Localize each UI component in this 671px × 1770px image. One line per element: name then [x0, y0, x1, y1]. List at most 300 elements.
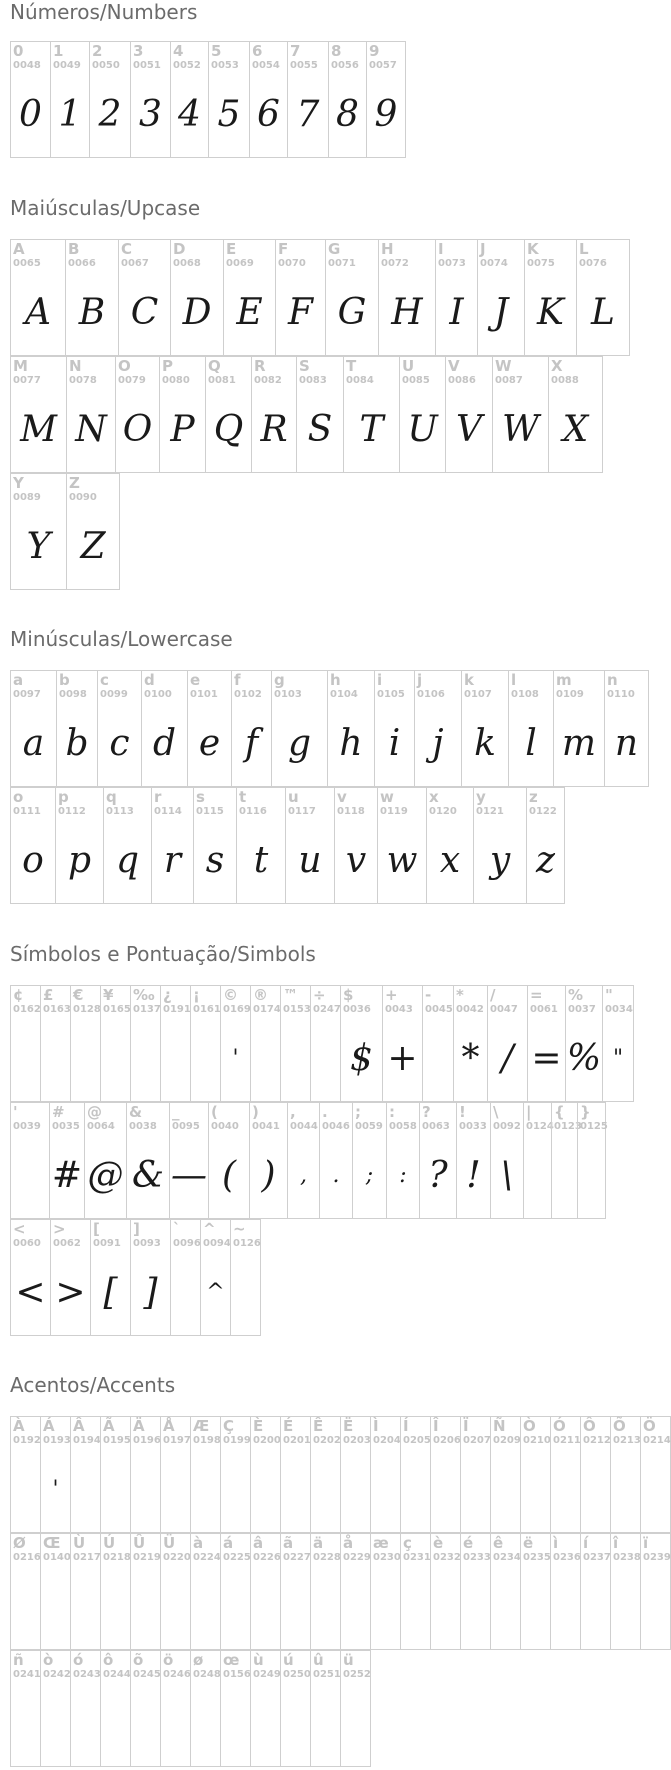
glyph-character: Ñ	[493, 1417, 506, 1435]
glyph-character: |	[526, 1103, 532, 1121]
glyph-sample: Y	[26, 526, 51, 567]
glyph-sample	[281, 1024, 310, 1094]
glyph-cell	[10, 1650, 41, 1767]
glyph-cell	[435, 239, 478, 356]
glyph-cell	[49, 1102, 85, 1219]
glyph-sample	[221, 1572, 250, 1642]
glyph-cell	[430, 1416, 461, 1533]
glyph-character: G	[328, 240, 341, 258]
glyph-character: V	[448, 357, 460, 375]
glyph-code: 0041	[252, 1121, 280, 1132]
glyph-cell	[460, 1416, 491, 1533]
glyph-sample	[611, 1455, 640, 1525]
glyph-code: 0245	[133, 1669, 161, 1680]
glyph-code: 0072	[381, 258, 409, 269]
glyph-sample	[251, 1689, 280, 1759]
glyph-sample	[101, 1689, 130, 1759]
glyph-code: 0236	[553, 1552, 581, 1563]
glyph-sample: t	[253, 840, 269, 881]
glyph-cell	[10, 1533, 41, 1650]
glyph-cell	[366, 41, 406, 158]
glyph-code: 0039	[13, 1121, 41, 1132]
glyph-cell	[250, 985, 281, 1102]
section-title: Maiúsculas/Upcase	[10, 196, 201, 220]
glyph-character: õ	[133, 1651, 144, 1669]
glyph-character: ù	[253, 1651, 264, 1669]
glyph-cell	[319, 1102, 353, 1219]
glyph-cell	[55, 787, 104, 904]
glyph-character: 9	[369, 42, 380, 60]
glyph-cell	[310, 985, 341, 1102]
glyph-code: 0233	[463, 1552, 491, 1563]
glyph-code: 0102	[234, 689, 262, 700]
glyph-sample	[11, 1024, 40, 1094]
glyph-sample: :	[399, 1163, 407, 1188]
glyph-character: Ì	[373, 1417, 379, 1435]
glyph-cell	[100, 1650, 131, 1767]
glyph-cell	[10, 41, 51, 158]
glyph-character: ä	[313, 1534, 324, 1552]
glyph-code: 0084	[346, 375, 374, 386]
glyph-code: 0156	[223, 1669, 251, 1680]
glyph-row	[10, 1416, 670, 1533]
glyph-sample: u	[298, 840, 322, 881]
glyph-character: Ú	[103, 1534, 116, 1552]
glyph-code: 0064	[87, 1121, 115, 1132]
glyph-sample	[581, 1572, 610, 1642]
glyph-code: 0207	[463, 1435, 491, 1446]
glyph-code: 0033	[459, 1121, 487, 1132]
glyph-character: ô	[103, 1651, 114, 1669]
glyph-cell	[340, 985, 383, 1102]
section-title: Acentos/Accents	[10, 1373, 176, 1397]
glyph-sample: 6	[257, 94, 280, 135]
glyph-code: 0230	[373, 1552, 401, 1563]
glyph-code: 0202	[313, 1435, 341, 1446]
glyph-sample	[161, 1024, 190, 1094]
glyph-character: E	[226, 240, 237, 258]
section-title: Números/Numbers	[10, 0, 198, 24]
glyph-code: 0206	[433, 1435, 461, 1446]
glyph-code: 0228	[313, 1552, 341, 1563]
glyph-sample: V	[456, 409, 482, 450]
glyph-sample: 0	[19, 94, 42, 135]
glyph-cell	[287, 41, 329, 158]
glyph-character: æ	[373, 1534, 389, 1552]
glyph-code: 0051	[133, 60, 161, 71]
glyph-cell	[236, 787, 286, 904]
glyph-sample: T	[359, 409, 384, 450]
glyph-sample	[401, 1572, 430, 1642]
glyph-sample: O	[122, 409, 153, 450]
glyph-character: Ò	[523, 1417, 536, 1435]
glyph-cell	[577, 1102, 606, 1219]
glyph-character: B	[68, 240, 80, 258]
glyph-character: i	[377, 671, 383, 689]
glyph-sample	[552, 1141, 577, 1211]
glyph-sample: >	[55, 1272, 86, 1313]
glyph-character: o	[13, 788, 24, 806]
glyph-code: 0225	[223, 1552, 251, 1563]
glyph-sample	[401, 1455, 430, 1525]
glyph-sample: —	[171, 1155, 207, 1196]
glyph-cell	[523, 1102, 552, 1219]
glyph-sample: z	[536, 840, 555, 881]
glyph-character: ?	[422, 1103, 431, 1121]
glyph-cell	[126, 1102, 170, 1219]
glyph-sample	[521, 1572, 550, 1642]
glyph-row	[10, 1219, 260, 1336]
glyph-cell	[426, 787, 474, 904]
glyph-code: 0066	[68, 258, 96, 269]
glyph-row	[10, 1533, 670, 1650]
glyph-code: 0231	[403, 1552, 431, 1563]
glyph-code: 0211	[553, 1435, 581, 1446]
glyph-character: Ö	[643, 1417, 656, 1435]
glyph-code: 0098	[59, 689, 87, 700]
glyph-code: 0201	[283, 1435, 311, 1446]
glyph-cell	[40, 985, 71, 1102]
glyph-cell	[287, 1102, 320, 1219]
glyph-sample: )	[261, 1155, 276, 1196]
glyph-cell	[100, 1416, 131, 1533]
glyph-code: 0086	[448, 375, 476, 386]
glyph-cell	[84, 1102, 127, 1219]
glyph-code: 0242	[43, 1669, 71, 1680]
glyph-code: 0061	[530, 1004, 558, 1015]
glyph-cell	[190, 985, 221, 1102]
glyph-cell	[208, 41, 250, 158]
glyph-sample: x	[439, 840, 461, 881]
glyph-cell	[378, 239, 436, 356]
glyph-cell	[520, 1533, 551, 1650]
glyph-cell	[66, 356, 116, 473]
glyph-character: û	[313, 1651, 324, 1669]
glyph-code: 0063	[422, 1121, 450, 1132]
glyph-cell	[400, 1416, 431, 1533]
glyph-code: 0101	[190, 689, 218, 700]
glyph-cell	[10, 1416, 41, 1533]
glyph-cell	[340, 1416, 371, 1533]
glyph-sample	[371, 1455, 400, 1525]
glyph-cell	[460, 1533, 491, 1650]
glyph-character: =	[530, 986, 543, 1004]
glyph-character: ¥	[103, 986, 114, 1004]
glyph-character: 8	[331, 42, 342, 60]
glyph-cell	[170, 1219, 201, 1336]
glyph-character: z	[529, 788, 538, 806]
glyph-cell	[565, 985, 603, 1102]
glyph-code: 0052	[173, 60, 201, 71]
glyph-cell	[160, 985, 191, 1102]
glyph-code: 0162	[13, 1004, 41, 1015]
glyph-sample	[251, 1455, 280, 1525]
glyph-code: 0099	[100, 689, 128, 700]
glyph-sample	[191, 1024, 220, 1094]
glyph-character: ç	[403, 1534, 412, 1552]
glyph-character: ]	[133, 1220, 140, 1238]
glyph-character: à	[193, 1534, 204, 1552]
glyph-character: Í	[403, 1417, 409, 1435]
glyph-sample: +	[387, 1038, 418, 1079]
glyph-character: J	[480, 240, 486, 258]
glyph-cell	[553, 670, 605, 787]
glyph-character: <	[13, 1220, 26, 1238]
glyph-cell	[115, 356, 160, 473]
glyph-code: 0049	[53, 60, 81, 71]
glyph-character: è	[433, 1534, 444, 1552]
glyph-cell	[56, 670, 98, 787]
glyph-code: 0118	[337, 806, 365, 817]
glyph-character: L	[579, 240, 589, 258]
glyph-cell	[190, 1416, 221, 1533]
glyph-cell	[461, 670, 509, 787]
glyph-row	[10, 239, 629, 356]
glyph-code: 0104	[330, 689, 358, 700]
glyph-cell	[453, 985, 488, 1102]
glyph-sample: \	[500, 1155, 514, 1196]
glyph-cell	[576, 239, 630, 356]
glyph-sample: p	[67, 840, 92, 881]
glyph-cell	[151, 787, 194, 904]
glyph-sample: ,	[300, 1163, 307, 1188]
glyph-cell	[340, 1650, 371, 1767]
glyph-row	[10, 356, 602, 473]
glyph-sample	[11, 1455, 40, 1525]
glyph-code: 0247	[313, 1004, 341, 1015]
glyph-character: £	[43, 986, 54, 1004]
glyph-character: ø	[193, 1651, 204, 1669]
glyph-code: 0234	[493, 1552, 521, 1563]
glyph-sample	[281, 1572, 310, 1642]
glyph-code: 0071	[328, 258, 356, 269]
glyph-cell	[352, 1102, 387, 1219]
glyph-cell	[456, 1102, 491, 1219]
glyph-cell	[97, 670, 142, 787]
glyph-character: b	[59, 671, 70, 689]
glyph-sample	[641, 1455, 670, 1525]
glyph-sample: 8	[336, 94, 359, 135]
glyph-code: 0124	[526, 1121, 554, 1132]
glyph-character: A	[13, 240, 25, 258]
glyph-code: 0076	[579, 258, 607, 269]
glyph-character: 3	[133, 42, 144, 60]
glyph-character: Y	[13, 474, 24, 492]
glyph-sample: c	[109, 723, 130, 764]
glyph-sample	[161, 1455, 190, 1525]
glyph-character: d	[144, 671, 155, 689]
glyph-cell	[50, 41, 90, 158]
glyph-character: â	[253, 1534, 264, 1552]
glyph-character: /	[490, 986, 496, 1004]
glyph-cell	[250, 1650, 281, 1767]
glyph-sample	[171, 1258, 200, 1328]
glyph-character: &	[129, 1103, 143, 1121]
glyph-character: Ä	[133, 1417, 145, 1435]
glyph-code: 0079	[118, 375, 146, 386]
glyph-character: e	[190, 671, 201, 689]
glyph-cell	[89, 41, 131, 158]
glyph-code: 0128	[73, 1004, 101, 1015]
glyph-sample	[41, 1024, 70, 1094]
glyph-sample: E	[236, 292, 263, 333]
glyph-cell	[492, 356, 549, 473]
glyph-character: X	[551, 357, 563, 375]
glyph-character: f	[234, 671, 241, 689]
glyph-character: Ê	[313, 1417, 324, 1435]
glyph-code: 0091	[93, 1238, 121, 1249]
glyph-character: v	[337, 788, 347, 806]
glyph-code: 0244	[103, 1669, 131, 1680]
glyph-sample: '	[232, 1046, 239, 1071]
glyph-character: ê	[493, 1534, 504, 1552]
glyph-sample: m	[561, 723, 597, 764]
glyph-row	[10, 473, 119, 590]
glyph-cell	[334, 787, 378, 904]
glyph-character: p	[58, 788, 69, 806]
glyph-sample	[461, 1455, 490, 1525]
glyph-sample: ^	[206, 1280, 225, 1305]
glyph-code: 0218	[103, 1552, 131, 1563]
glyph-sample: 5	[217, 94, 241, 135]
glyph-sample: =	[531, 1038, 562, 1079]
glyph-row	[10, 1102, 608, 1219]
glyph-cell	[377, 787, 427, 904]
glyph-sample: a	[22, 723, 45, 764]
glyph-character: ÷	[313, 986, 326, 1004]
glyph-code: 0217	[73, 1552, 101, 1563]
glyph-character: 6	[252, 42, 263, 60]
glyph-sample: q	[115, 840, 140, 881]
glyph-code: 0056	[331, 60, 359, 71]
glyph-cell	[10, 985, 41, 1102]
glyph-cell	[382, 985, 423, 1102]
glyph-cell	[550, 1416, 581, 1533]
glyph-cell	[551, 1102, 582, 1219]
glyph-sample	[431, 1455, 460, 1525]
glyph-code: 0204	[373, 1435, 401, 1446]
glyph-code: 0219	[133, 1552, 161, 1563]
glyph-character: Ã	[103, 1417, 115, 1435]
glyph-sample: b	[65, 723, 89, 764]
glyph-cell	[430, 1533, 461, 1650]
glyph-sample	[551, 1572, 580, 1642]
glyph-character: m	[556, 671, 572, 689]
glyph-sample: v	[345, 840, 367, 881]
glyph-cell	[220, 1533, 251, 1650]
glyph-sample: !	[466, 1155, 481, 1196]
glyph-sample	[71, 1455, 100, 1525]
glyph-character: W	[495, 357, 512, 375]
glyph-sample: L	[591, 292, 615, 333]
glyph-character: Ë	[343, 1417, 354, 1435]
glyph-sample	[191, 1689, 220, 1759]
glyph-sample	[101, 1572, 130, 1642]
glyph-code: 0078	[69, 375, 97, 386]
glyph-code: 0119	[380, 806, 408, 817]
glyph-cell	[400, 1533, 431, 1650]
glyph-cell	[220, 1416, 251, 1533]
glyph-code: 0112	[58, 806, 86, 817]
glyph-character: Î	[433, 1417, 439, 1435]
glyph-sample	[11, 1572, 40, 1642]
glyph-sample: R	[260, 409, 288, 450]
glyph-sample	[101, 1024, 130, 1094]
glyph-sample: #	[51, 1155, 83, 1196]
glyph-cell	[118, 239, 171, 356]
glyph-code: 0085	[402, 375, 430, 386]
glyph-cell	[220, 1650, 251, 1767]
glyph-character: K	[527, 240, 539, 258]
glyph-sample	[231, 1258, 260, 1328]
glyph-sample: $	[350, 1038, 373, 1079]
glyph-cell	[340, 1533, 371, 1650]
glyph-code: 0057	[369, 60, 397, 71]
glyph-cell	[445, 356, 493, 473]
glyph-sample	[281, 1455, 310, 1525]
glyph-code: 0109	[556, 689, 584, 700]
glyph-code: 0120	[429, 806, 457, 817]
glyph-cell	[40, 1416, 71, 1533]
glyph-character: n	[607, 671, 618, 689]
glyph-code: 0089	[13, 492, 41, 503]
glyph-sample: l	[525, 723, 537, 764]
glyph-code: 0165	[103, 1004, 131, 1015]
glyph-sample	[221, 1455, 250, 1525]
glyph-row	[10, 41, 405, 158]
glyph-code: 0226	[253, 1552, 281, 1563]
glyph-character: ‰	[133, 986, 155, 1004]
glyph-cell	[40, 1650, 71, 1767]
glyph-sample: 1	[58, 94, 82, 135]
glyph-character: w	[380, 788, 394, 806]
glyph-code: 0194	[73, 1435, 101, 1446]
glyph-character: ã	[283, 1534, 294, 1552]
glyph-code: 0246	[163, 1669, 191, 1680]
glyph-code: 0054	[252, 60, 280, 71]
glyph-character: Ù	[73, 1534, 86, 1552]
glyph-character: ò	[43, 1651, 54, 1669]
glyph-character: q	[106, 788, 117, 806]
glyph-code: 0196	[133, 1435, 161, 1446]
glyph-cell	[251, 356, 297, 473]
glyph-cell	[187, 670, 232, 787]
glyph-character: ©	[223, 986, 238, 1004]
glyph-cell	[399, 356, 446, 473]
glyph-sample	[191, 1455, 220, 1525]
glyph-code: 0163	[43, 1004, 71, 1015]
glyph-character: "	[605, 986, 613, 1004]
glyph-character: œ	[223, 1651, 240, 1669]
glyph-cell	[159, 356, 206, 473]
glyph-sample	[311, 1572, 340, 1642]
glyph-cell	[130, 1533, 161, 1650]
glyph-cell	[10, 1219, 51, 1336]
glyph-character: ¢	[13, 986, 24, 1004]
glyph-sample: k	[474, 723, 496, 764]
glyph-sample	[371, 1572, 400, 1642]
glyph-character: ~	[233, 1220, 246, 1238]
glyph-character: Æ	[193, 1417, 210, 1435]
glyph-code: 0083	[299, 375, 327, 386]
section-title: Minúsculas/Lowercase	[10, 627, 233, 651]
glyph-character: ë	[523, 1534, 534, 1552]
glyph-code: 0068	[173, 258, 201, 269]
glyph-code: 0035	[52, 1121, 80, 1132]
glyph-cell	[271, 670, 328, 787]
glyph-character: [	[93, 1220, 100, 1238]
glyph-sample	[11, 1141, 49, 1211]
